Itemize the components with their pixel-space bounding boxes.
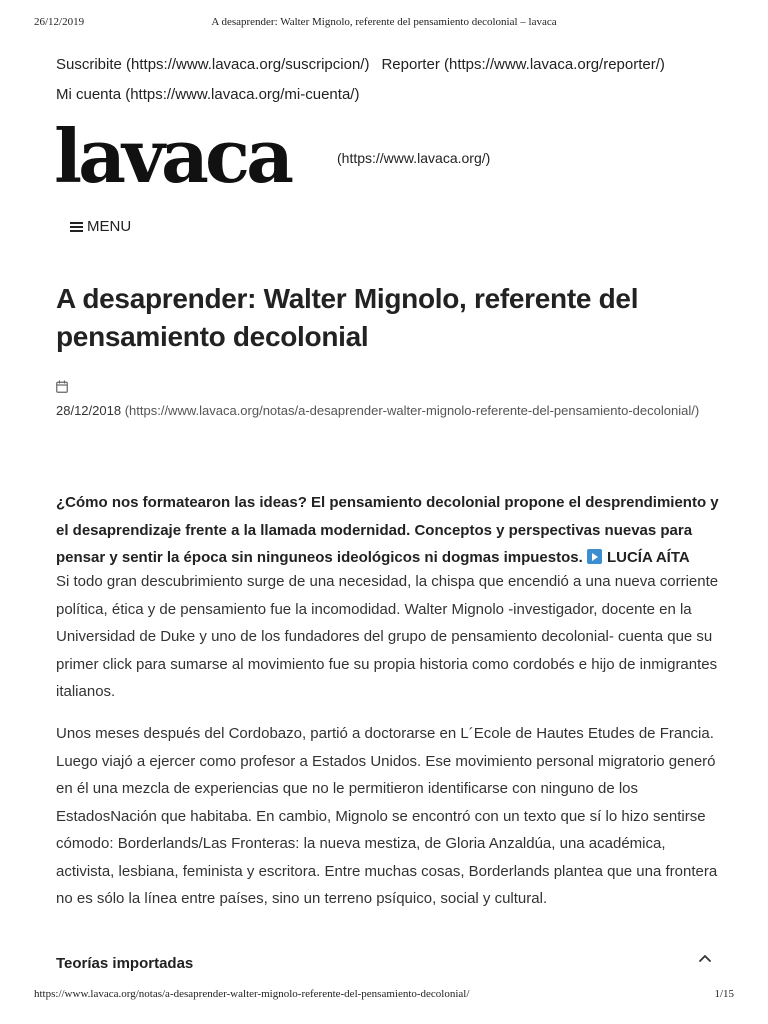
paragraph: Si todo gran descubrimiento surge de una necesidad, la chispa que encendió a una nueva corriente política, ética y de pensamiento fue la incomodidad. Walter Mignolo -investigador, docente en la Universidad de Duke y uno de los fundadores del grupo de pensamiento decolonial- cuenta que su primer click para sumarse al movimiento fue su propia historia como cordobés e hijo de inmigrantes italianos.	[56, 573, 719, 700]
chevron-up-icon[interactable]	[696, 950, 714, 968]
logo-text: lavaca	[54, 126, 291, 190]
print-date: 26/12/2019	[34, 16, 85, 28]
play-icon	[587, 549, 602, 564]
page-number: 1/15	[714, 988, 734, 1000]
author-name[interactable]: LUCÍA AÍTA	[606, 549, 690, 566]
menu-label: MENU	[87, 218, 132, 235]
paragraph: Unos meses después del Cordobazo, partió a doctorarse en L´Ecole de Hautes Etudes de Francia. Luego viajó a ejercer como profesor a Estados Unidos. Ese movimiento personal migratorio generó en él una mezcla de experiencias que no le permitieron identificarse con ninguno de los EstadosNación que habitaba. En cambio, Mignolo se encontró con un texto que sí lo hizo sentirse cómodo: Borderlands/Las Fronteras: la nueva mestiza, de Gloria Anzaldúa, una académica, activista, lesbiana, feminista y escritora. Entre muchas cosas, Borderlands plantea que una frontera no es sólo la línea entre países, sino un terreno psíquico, social y cultural.	[56, 725, 718, 907]
print-url: https://www.lavaca.org/notas/a-desaprender-walter-mignolo-referente-del-pensamiento-decolonial/	[34, 988, 470, 1000]
top-nav	[56, 50, 736, 110]
article-meta	[56, 400, 716, 421]
article-date: 28/12/2018	[56, 403, 122, 418]
logo-url[interactable]: (https://www.lavaca.org/)	[337, 150, 491, 166]
menu-button[interactable]	[70, 218, 131, 235]
calendar-icon	[56, 380, 68, 393]
print-header	[34, 16, 734, 32]
hamburger-icon	[70, 220, 83, 234]
section-subheading: Teorías importadas	[56, 955, 194, 972]
lavaca-logo-mark	[54, 126, 334, 190]
article-permalink[interactable]: (https://www.lavaca.org/notas/a-desaprender-walter-mignolo-referente-del-pensamiento-decolonial/)	[124, 403, 700, 418]
subscribe-link[interactable]: Suscribite (https://www.lavaca.org/suscripcion/)	[56, 56, 370, 73]
reporter-link[interactable]: Reporter (https://www.lavaca.org/reporter/)	[381, 56, 665, 73]
article-lead	[56, 489, 720, 572]
print-footer	[34, 988, 734, 1002]
my-account-link[interactable]: Mi cuenta (https://www.lavaca.org/mi-cuenta/)	[56, 86, 360, 103]
article-title: A desaprender: Walter Mignolo, referente del pensamiento decolonial	[56, 283, 639, 352]
lavaca-logo[interactable]	[54, 126, 334, 190]
print-page-title: A desaprender: Walter Mignolo, referente del pensamiento decolonial – lavaca	[211, 16, 557, 28]
lead-text: ¿Cómo nos formatearon las ideas? El pensamiento decolonial propone el desprendimiento y el desaprendizaje frente a la llamada modernidad. Conceptos y perspectivas nuevas para pensar y sentir la época sin ninguneos ideológicos ni dogmas impuestos.	[56, 494, 719, 566]
